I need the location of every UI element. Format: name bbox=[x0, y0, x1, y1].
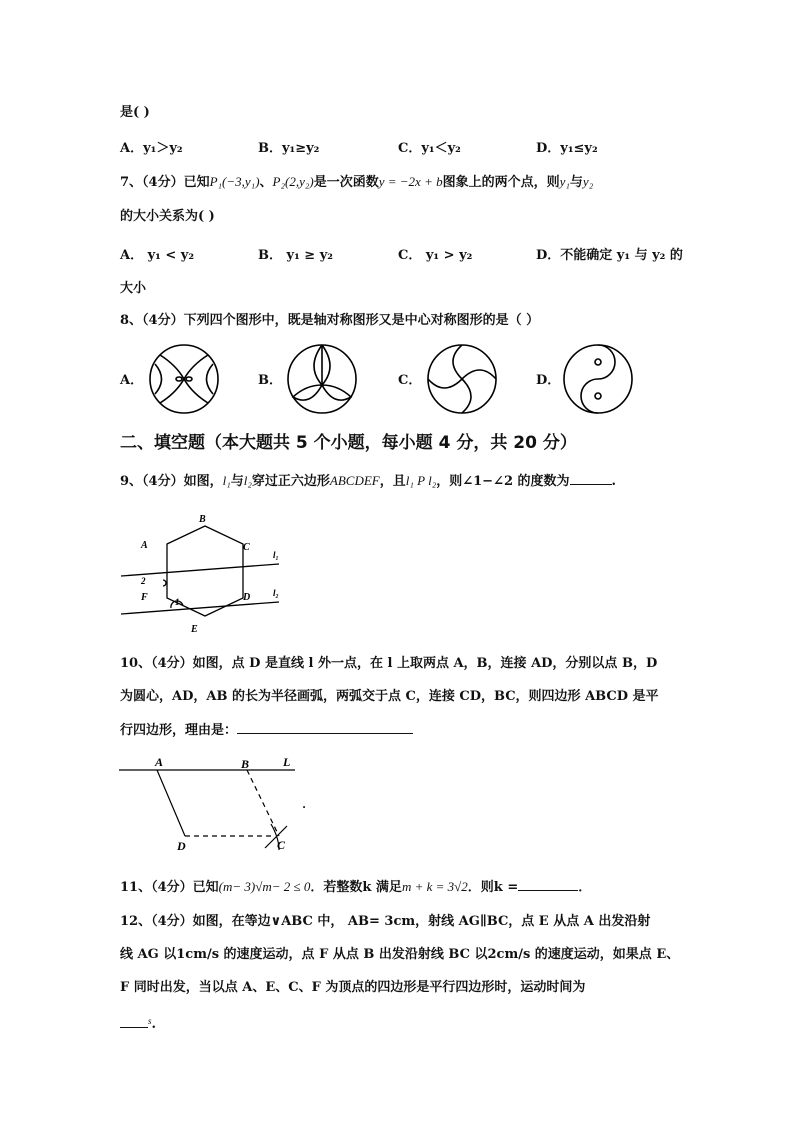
q9-label-f: F bbox=[141, 592, 148, 603]
q8-label-b: B． bbox=[258, 373, 282, 388]
q8-label-a: A． bbox=[120, 373, 144, 388]
q8-figure-c bbox=[424, 341, 500, 417]
q7-y1: y₁ bbox=[559, 174, 570, 189]
q7-option-c: C． y₁ > y₂ bbox=[398, 248, 473, 263]
q9-end: . bbox=[611, 474, 617, 489]
q11-answer-blank[interactable] bbox=[518, 878, 578, 891]
q9-label-l2: l₂ bbox=[273, 588, 279, 598]
q9-label-d: D bbox=[243, 592, 251, 603]
q8-figure-d bbox=[560, 341, 636, 417]
segment-ad bbox=[157, 770, 185, 836]
q7-option-d: D．不能确定 y₁ 与 y₂ 的 bbox=[536, 248, 683, 263]
q8-label-d: D． bbox=[536, 373, 561, 388]
q11-pre: 11、（4分）已知 bbox=[120, 880, 219, 895]
q8-figure-a bbox=[146, 341, 222, 417]
q9-text-c: ，且 bbox=[379, 474, 406, 489]
line-l1 bbox=[121, 564, 279, 576]
q9-label-angle-1: 1 bbox=[175, 597, 180, 607]
q9-l1: l₁ bbox=[222, 473, 231, 488]
q10-line1: 10、（4分）如图，点 D 是直线 l 外一点，在 l 上取两点 A，B，连接 AD，分别以点 B，D bbox=[120, 656, 658, 671]
q12-line3: F 同时出发，当以点 A、E、C、F 为顶点的四边形是平行四边形时，运动时间为 bbox=[120, 980, 586, 995]
q10-answer-blank[interactable] bbox=[237, 721, 413, 734]
q12-unit: s bbox=[148, 1016, 152, 1026]
q8-stem: 8、（4分）下列四个图形中，既是轴对称图形又是中心对称图形的是（ ） bbox=[120, 313, 540, 328]
q9-figure bbox=[115, 510, 290, 638]
q9-text-a: 9、（4分）如图， bbox=[120, 474, 223, 489]
q10-figure bbox=[115, 752, 325, 852]
q10-label-b: B bbox=[241, 757, 250, 771]
q7-stem bbox=[120, 173, 593, 192]
q7-line2: 的大小关系为( ) bbox=[120, 209, 215, 224]
q9-stem bbox=[120, 472, 616, 491]
q11-mid: ．若整数k 满足 bbox=[310, 880, 402, 895]
q9-text-b: 穿过正六边形 bbox=[251, 474, 330, 489]
q10-label-d: D bbox=[177, 839, 186, 853]
q6-option-d: D．y₁≤y₂ bbox=[536, 141, 598, 156]
q6-option-b: B．y₁≥y₂ bbox=[258, 141, 320, 156]
angle-2-arc bbox=[163, 580, 166, 586]
q7-num: 7、（4分）已知 bbox=[120, 175, 210, 190]
q7-tail: 图象上的两个点，则 bbox=[442, 175, 560, 190]
q9-label-e: E bbox=[191, 624, 198, 635]
q11-end: ． bbox=[578, 880, 592, 895]
q8-figure-b bbox=[284, 341, 360, 417]
q7-with: 与 bbox=[569, 175, 583, 190]
section-2-heading: 二、填空题（本大题共 5 个小题，每小题 4 分，共 20 分） bbox=[120, 433, 577, 453]
q10-line3-text: 行四边形，理由是： bbox=[120, 723, 238, 738]
q9-label-angle-2: 2 bbox=[141, 576, 146, 586]
q9-label-c: C bbox=[243, 542, 250, 553]
q9-with: 与 bbox=[230, 474, 244, 489]
q9-label-b: B bbox=[199, 514, 206, 525]
q12-line4 bbox=[120, 1012, 156, 1034]
q9-text-d: ，则∠1−∠2 的度数为 bbox=[436, 474, 570, 489]
q8-label-c: C． bbox=[398, 373, 422, 388]
q9-answer-blank[interactable] bbox=[570, 472, 612, 485]
q7-sep: 、 bbox=[259, 175, 273, 190]
q7-p1: P₁(−3,y₁) bbox=[209, 174, 260, 189]
q9-par: l₁ P l₂ bbox=[405, 473, 437, 488]
q10-dot: . bbox=[303, 797, 306, 811]
q7-y2: y₂ bbox=[582, 174, 594, 189]
q12-line2: 线 AG 以1cm/s 的速度运动，点 F 从点 B 出发沿射线 BC 以2cm/s 的速度运动，如果点 E、 bbox=[120, 947, 680, 962]
q7-func: y = −2x + b bbox=[378, 174, 443, 189]
q12-line1: 12、（4分）如图，在等边∨ABC 中， AB= 3cm，射线 AG∥BC，点 E 从点 A 出发沿射 bbox=[120, 914, 651, 929]
q9-label-a: A bbox=[141, 540, 148, 551]
q9-hex: ABCDEF bbox=[329, 473, 380, 488]
q7-option-a: A． y₁ < y₂ bbox=[120, 248, 195, 263]
q11-tail: ．则k = bbox=[467, 880, 519, 895]
line-l2 bbox=[121, 602, 279, 614]
q12-end: . bbox=[151, 1017, 157, 1032]
segment-bc bbox=[247, 770, 279, 836]
q6-option-c: C．y₁＜y₂ bbox=[398, 141, 461, 156]
q10-label-c: C bbox=[277, 838, 286, 852]
q7-p2: P₂(2,y₂) bbox=[272, 174, 314, 189]
q10-line2: 为圆心，AD，AB 的长为半径画弧，两弧交于点 C，连接 CD，BC，则四边形 ABCD 是平 bbox=[120, 689, 659, 704]
q10-label-a: A bbox=[155, 755, 164, 769]
q11-eq: m + k = 3√2 bbox=[401, 879, 468, 894]
q7-mid: 是一次函数 bbox=[313, 175, 379, 190]
q10-line3 bbox=[120, 721, 413, 740]
q11-stem bbox=[120, 878, 591, 897]
q11-expr: (m− 3)√m− 2 ≤ 0 bbox=[218, 879, 311, 894]
q6-stem-tail: 是( ) bbox=[120, 105, 150, 120]
q7-wrap: 大小 bbox=[120, 281, 147, 296]
q10-label-l: L bbox=[283, 755, 291, 769]
q9-label-l1: l₁ bbox=[273, 550, 279, 560]
q9-l2: l₂ bbox=[243, 473, 252, 488]
q6-option-a: A．y₁＞y₂ bbox=[120, 141, 183, 156]
q7-option-b: B． y₁ ≥ y₂ bbox=[258, 248, 333, 263]
q12-answer-blank[interactable] bbox=[120, 1015, 148, 1028]
